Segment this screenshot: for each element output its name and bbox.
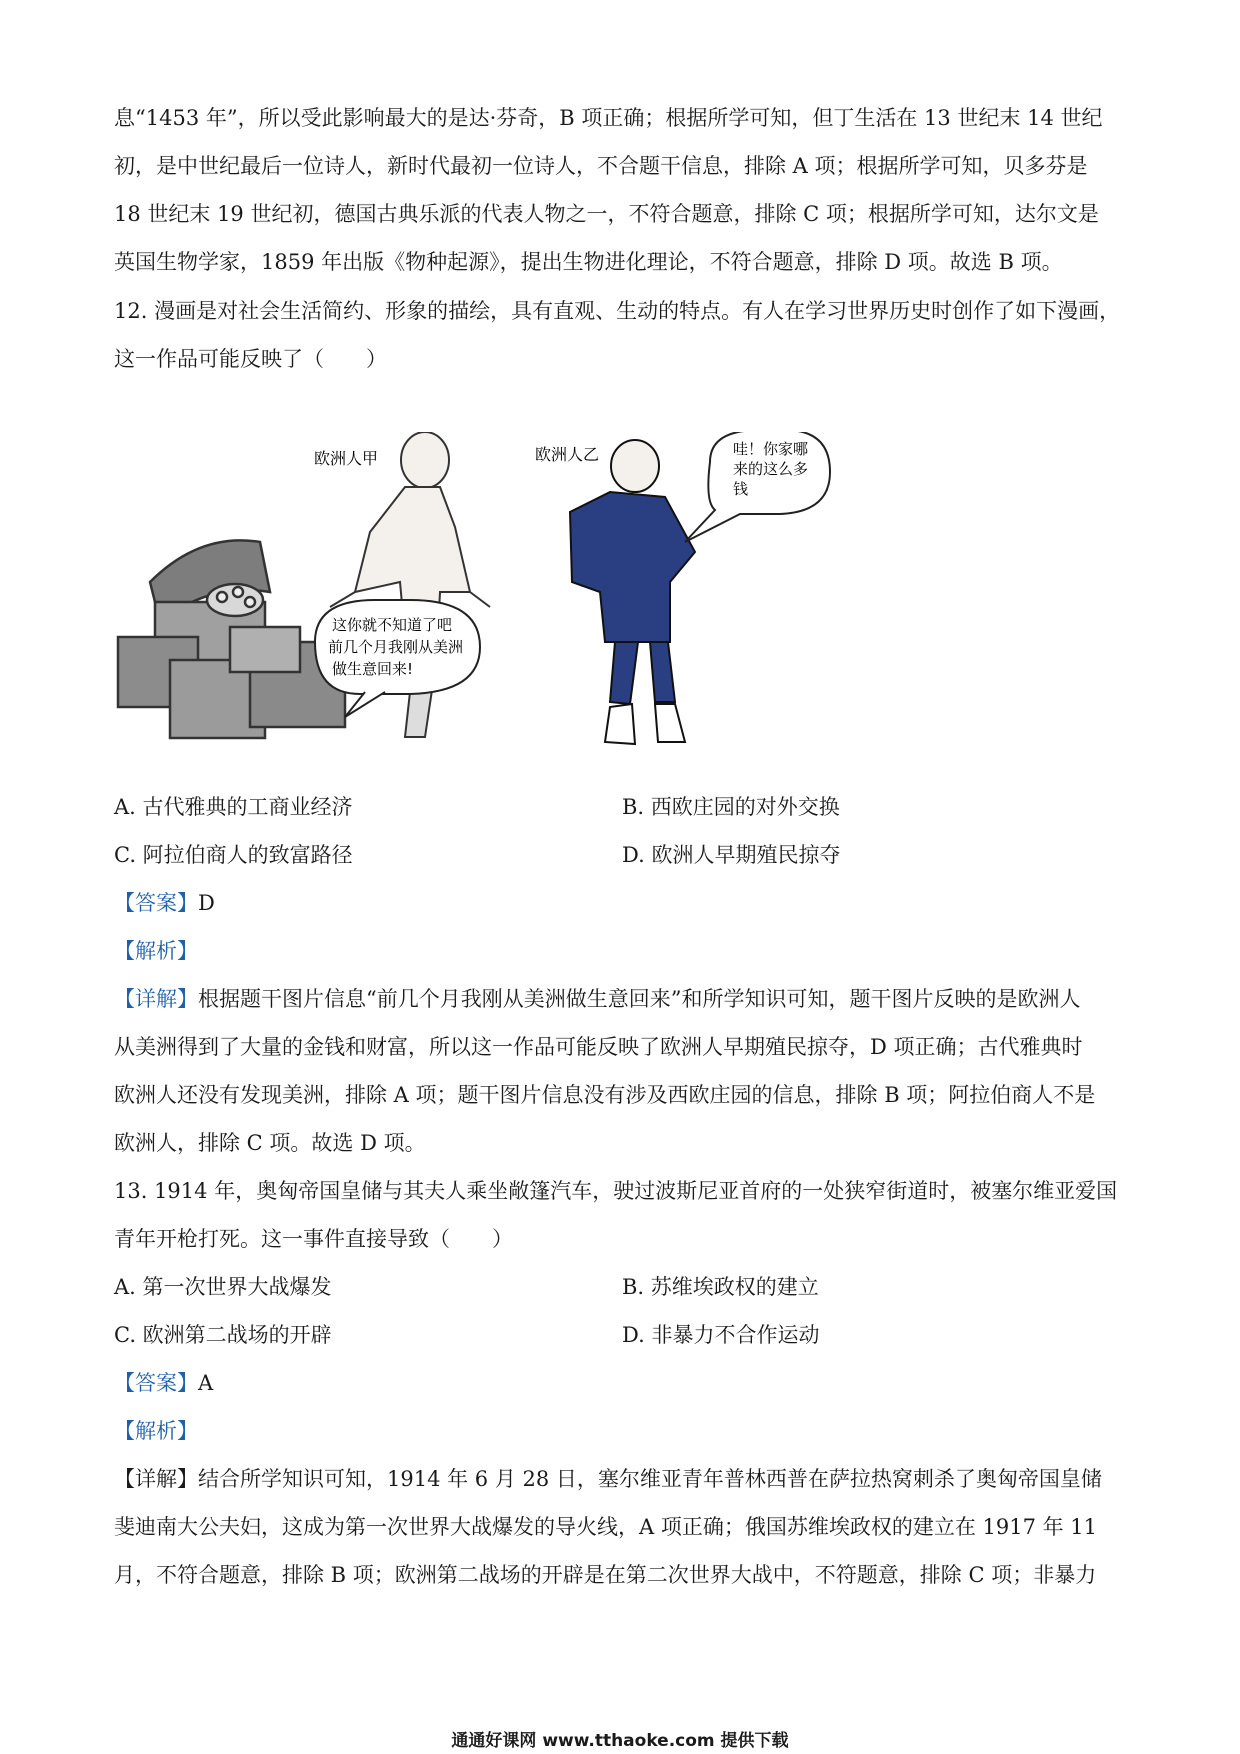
q13-detail: 斐迪南大公夫妇，这成为第一次世界大战爆发的导火线，A 项正确；俄国苏维埃政权的建立在 1917 年 11 (114, 1515, 1098, 1539)
detail-text: 根据题干图片信息“前几个月我刚从美洲做生意回来”和所学知识可知，题干图片反映的是欧洲人 (198, 987, 1081, 1011)
q12-option-c: C. 阿拉伯商人的致富路径 (114, 843, 353, 867)
analysis-tag: 【解析】 (114, 939, 198, 963)
answer-value: D (198, 891, 215, 915)
answer-value: A (198, 1371, 214, 1395)
q12-stem: 12. 漫画是对社会生活简约、形象的描绘，具有直观、生动的特点。有人在学习世界历史时创作了如下漫画， (114, 299, 1121, 323)
speech-bubble-b (685, 432, 830, 542)
q12-stem: 这一作品可能反映了（ ） (114, 347, 387, 371)
bubble-a-line: 做生意回来! (332, 660, 414, 678)
q12-detail: 从美洲得到了大量的金钱和财富，所以这一作品可能反映了欧洲人早期殖民掠夺，D 项正确；古代雅典时 (114, 1035, 1083, 1059)
q13-stem: 青年开枪打死。这一事件直接导致（ ） (114, 1227, 513, 1251)
q12-detail: 欧洲人还没有发现美洲，排除 A 项；题干图片信息没有涉及西欧庄园的信息，排除 B 项；阿拉伯商人不是 (114, 1083, 1096, 1107)
q12-option-a: A. 古代雅典的工商业经济 (114, 795, 353, 819)
q12-detail (114, 984, 1134, 1014)
paragraph-line: 初，是中世纪最后一位诗人，新时代最初一位诗人，不合题干信息，排除 A 项；根据所学可知，贝多芬是 (114, 154, 1088, 178)
q12-option-d: D. 欧洲人早期殖民掠夺 (622, 843, 841, 867)
q12-answer (114, 888, 1134, 918)
cartoon-illustration (110, 432, 910, 752)
q13-answer (114, 1368, 1134, 1398)
treasure-chest-icon (118, 540, 345, 738)
cartoon-label-a: 欧洲人甲 (314, 449, 379, 468)
european-b-figure (570, 440, 695, 744)
q12-detail: 欧洲人，排除 C 项。故选 D 项。 (114, 1131, 426, 1155)
cartoon-label-b: 欧洲人乙 (535, 445, 600, 464)
bubble-b-line: 钱 (733, 480, 749, 498)
detail-text: 结合所学知识可知，1914 年 6 月 28 日，塞尔维亚青年普林西普在萨拉热窝刺杀了奥匈帝国皇储 (198, 1467, 1102, 1491)
answer-tag: 【答案】 (114, 1371, 198, 1395)
bubble-a-line: 这你就不知道了吧 (332, 616, 453, 634)
q13-detail (114, 1464, 1134, 1494)
q13-option-b: B. 苏维埃政权的建立 (622, 1275, 819, 1299)
q13-stem: 13. 1914 年，奥匈帝国皇储与其夫人乘坐敞篷汽车，驶过波斯尼亚首府的一处狭窄街道时，被塞尔维亚爱国 (114, 1179, 1118, 1203)
page-footer: 通通好课网 www.tthaoke.com 提供下载 (451, 1731, 789, 1751)
q13-analysis (114, 1416, 1134, 1446)
q13-option-d: D. 非暴力不合作运动 (622, 1323, 820, 1347)
q12-option-b: B. 西欧庄园的对外交换 (622, 795, 840, 819)
bubble-b-line: 来的这么多 (733, 460, 809, 478)
q13-detail: 月，不符合题意，排除 B 项；欧洲第二战场的开辟是在第二次世界大战中，不符题意，排除 C 项；非暴力 (114, 1563, 1097, 1587)
q13-option-a: A. 第一次世界大战爆发 (114, 1275, 332, 1299)
answer-tag: 【答案】 (114, 891, 198, 915)
analysis-tag: 【解析】 (114, 1419, 198, 1443)
bubble-a-line: 前几个月我刚从美洲 (328, 638, 464, 656)
detail-tag: 【详解】 (114, 987, 198, 1011)
paragraph-line: 18 世纪末 19 世纪初，德国古典乐派的代表人物之一，不符合题意，排除 C 项；根据所学可知，达尔文是 (114, 202, 1099, 226)
detail-tag: 【详解】 (114, 1467, 198, 1491)
paragraph-line: 英国生物学家，1859 年出版《物种起源》，提出生物进化理论，不符合题意，排除 D 项。故选 B 项。 (114, 250, 1063, 274)
paragraph-line: 息“1453 年”，所以受此影响最大的是达·芬奇，B 项正确；根据所学可知，但丁生活在 13 世纪末 14 世纪 (114, 106, 1103, 130)
q13-option-c: C. 欧洲第二战场的开辟 (114, 1323, 332, 1347)
q12-analysis (114, 936, 1134, 966)
bubble-b-line: 哇！你家哪 (733, 440, 809, 458)
